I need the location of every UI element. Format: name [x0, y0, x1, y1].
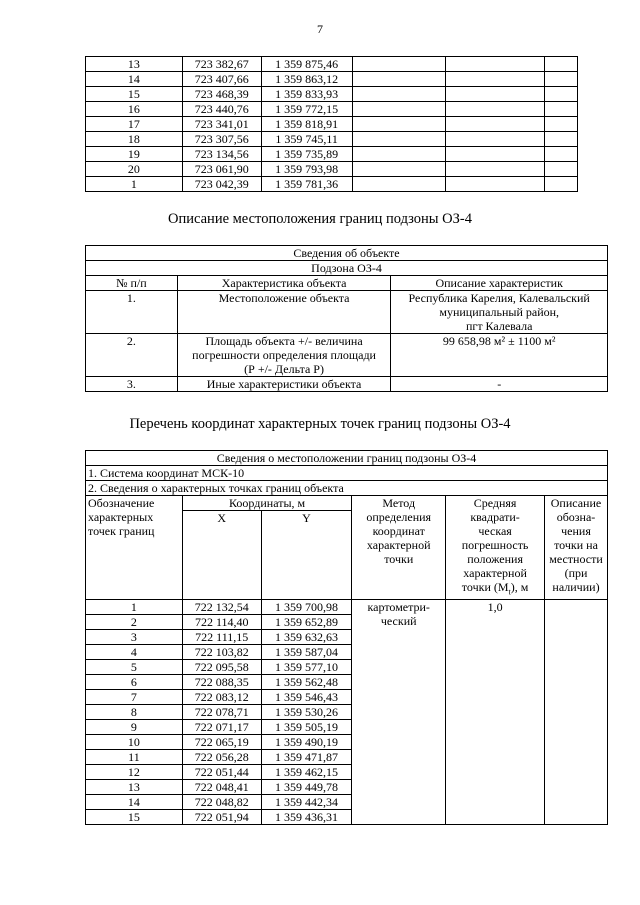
coord-x: 723 407,66 — [182, 72, 261, 87]
point-number: 13 — [86, 57, 183, 72]
header-error: Средняя квадрати- ческая погрешность положения характерной точки $(M_t)$, м — [446, 496, 545, 600]
empty-cell — [446, 147, 545, 162]
table-row — [86, 72, 578, 87]
table-row — [86, 102, 578, 117]
coord-x: 722 051,44 — [182, 765, 261, 780]
point-number: 11 — [86, 750, 183, 765]
point-number: 17 — [86, 117, 183, 132]
object-table-subtitle: Подзона ОЗ-4 — [86, 261, 608, 276]
empty-cell — [352, 132, 446, 147]
empty-cell — [352, 72, 446, 87]
coord-x: 723 134,56 — [182, 147, 261, 162]
points-header-row-1 — [86, 496, 608, 511]
coord-x: 722 132,54 — [182, 600, 261, 615]
coord-x: 723 307,56 — [182, 132, 261, 147]
empty-cell — [545, 177, 578, 192]
coord-x: 722 114,40 — [182, 615, 261, 630]
table-row — [86, 377, 608, 392]
object-header-row — [86, 276, 608, 291]
row-description: Республика Карелия, Калевальский муниципальный район, пгт Калевала — [391, 291, 608, 334]
object-subtitle-row — [86, 261, 608, 276]
header-coordinates: Координаты, м — [182, 496, 351, 511]
row-number: 2. — [86, 334, 178, 377]
coord-y: 1 359 546,43 — [261, 690, 352, 705]
coord-y: 1 359 587,04 — [261, 645, 352, 660]
points-title-row — [86, 451, 608, 466]
header-point-description: Описание обозна- чения точки на местности (при наличии) — [545, 496, 608, 600]
empty-cell — [446, 87, 545, 102]
row-number: 3. — [86, 377, 178, 392]
points-subtitle-row — [86, 481, 608, 496]
point-number: 2 — [86, 615, 183, 630]
page-number: 7 — [317, 22, 323, 36]
header-method: Метод определения координат характерной точки — [352, 496, 446, 600]
coord-y: 1 359 772,15 — [261, 102, 352, 117]
coord-x: 722 071,17 — [182, 720, 261, 735]
empty-cell — [446, 132, 545, 147]
point-number: 9 — [86, 720, 183, 735]
points-table-title: Сведения о местоположении границ подзоны ОЗ-4 — [86, 451, 608, 466]
coord-y: 1 359 490,19 — [261, 735, 352, 750]
table-row — [86, 291, 608, 334]
object-title-row — [86, 246, 608, 261]
points-subtitle: 2. Сведения о характерных точках границ объекта — [86, 481, 608, 496]
empty-cell — [446, 117, 545, 132]
row-characteristic: Местоположение объекта — [177, 291, 391, 334]
empty-cell — [446, 72, 545, 87]
point-number: 14 — [86, 795, 183, 810]
empty-cell — [352, 57, 446, 72]
header-y: Y — [261, 511, 352, 600]
point-number: 6 — [86, 675, 183, 690]
coord-x: 723 061,90 — [182, 162, 261, 177]
coord-y: 1 359 875,46 — [261, 57, 352, 72]
table-row — [86, 177, 578, 192]
point-number: 7 — [86, 690, 183, 705]
section2-heading: Перечень координат характерных точек границ подзоны ОЗ-4 — [129, 416, 511, 432]
coord-x: 722 048,82 — [182, 795, 261, 810]
point-number: 1 — [86, 177, 183, 192]
table-row — [86, 132, 578, 147]
object-rows — [86, 291, 608, 392]
point-number: 19 — [86, 147, 183, 162]
coord-y: 1 359 863,12 — [261, 72, 352, 87]
error-value: 1,0 — [446, 600, 545, 825]
point-number: 4 — [86, 645, 183, 660]
coord-system-row — [86, 466, 608, 481]
table-row — [86, 334, 608, 377]
empty-cell — [545, 87, 578, 102]
top-coordinates-body — [86, 57, 578, 192]
coord-x: 722 103,82 — [182, 645, 261, 660]
point-number: 16 — [86, 102, 183, 117]
coord-x: 723 042,39 — [182, 177, 261, 192]
row-characteristic: Иные характеристики объекта — [177, 377, 391, 392]
coord-y: 1 359 449,78 — [261, 780, 352, 795]
empty-cell — [352, 147, 446, 162]
header-description: Описание характеристик — [391, 276, 608, 291]
coord-x: 722 078,71 — [182, 705, 261, 720]
coord-y: 1 359 652,89 — [261, 615, 352, 630]
empty-cell — [446, 102, 545, 117]
table-row — [86, 57, 578, 72]
empty-cell — [545, 57, 578, 72]
coord-y: 1 359 781,36 — [261, 177, 352, 192]
empty-cell — [545, 162, 578, 177]
row-description: - — [391, 377, 608, 392]
header-x: X — [182, 511, 261, 600]
coord-y: 1 359 818,91 — [261, 117, 352, 132]
points-rows — [86, 600, 608, 825]
coord-x: 722 088,35 — [182, 675, 261, 690]
coord-x: 722 065,19 — [182, 735, 261, 750]
coord-y: 1 359 793,98 — [261, 162, 352, 177]
top-coordinates-table — [85, 56, 578, 192]
coord-y: 1 359 436,31 — [261, 810, 352, 825]
coord-x: 722 048,41 — [182, 780, 261, 795]
point-number: 15 — [86, 810, 183, 825]
header-designation: Обозначение характерных точек границ — [86, 496, 183, 600]
point-number: 8 — [86, 705, 183, 720]
coord-y: 1 359 735,89 — [261, 147, 352, 162]
coord-x: 722 111,15 — [182, 630, 261, 645]
coord-y: 1 359 745,11 — [261, 132, 352, 147]
coord-y: 1 359 471,87 — [261, 750, 352, 765]
empty-cell — [352, 162, 446, 177]
coord-y: 1 359 530,26 — [261, 705, 352, 720]
coord-x: 722 095,58 — [182, 660, 261, 675]
point-number: 15 — [86, 87, 183, 102]
row-number: 1. — [86, 291, 178, 334]
coord-y: 1 359 505,19 — [261, 720, 352, 735]
coord-y: 1 359 462,15 — [261, 765, 352, 780]
empty-cell — [545, 132, 578, 147]
point-number: 14 — [86, 72, 183, 87]
method-value: картометри- ческий — [352, 600, 446, 825]
table-row — [86, 147, 578, 162]
header-number: № п/п — [86, 276, 178, 291]
object-table-title: Сведения об объекте — [86, 246, 608, 261]
empty-cell — [352, 87, 446, 102]
boundary-points-table — [85, 450, 608, 825]
point-number: 10 — [86, 735, 183, 750]
coord-y: 1 359 577,10 — [261, 660, 352, 675]
coord-y: 1 359 632,63 — [261, 630, 352, 645]
table-row — [86, 117, 578, 132]
section1-heading: Описание местоположения границ подзоны ОЗ-4 — [168, 211, 472, 227]
row-description: 99 658,98 м² ± 1100 м² — [391, 334, 608, 377]
table-row — [86, 162, 578, 177]
point-number: 12 — [86, 765, 183, 780]
empty-cell — [446, 57, 545, 72]
table-row — [86, 600, 608, 615]
point-number: 13 — [86, 780, 183, 795]
coord-y: 1 359 562,48 — [261, 675, 352, 690]
coord-x: 722 051,94 — [182, 810, 261, 825]
empty-cell — [545, 147, 578, 162]
point-number: 20 — [86, 162, 183, 177]
object-info-table — [85, 245, 608, 392]
coord-x: 723 341,01 — [182, 117, 261, 132]
empty-cell — [545, 102, 578, 117]
coord-x: 723 440,76 — [182, 102, 261, 117]
empty-cell — [352, 102, 446, 117]
empty-cell — [352, 177, 446, 192]
point-number: 3 — [86, 630, 183, 645]
point-number: 5 — [86, 660, 183, 675]
empty-cell — [446, 162, 545, 177]
coord-y: 1 359 442,34 — [261, 795, 352, 810]
empty-cell — [545, 72, 578, 87]
point-number: 1 — [86, 600, 183, 615]
point-number: 18 — [86, 132, 183, 147]
coord-y: 1 359 833,93 — [261, 87, 352, 102]
table-row — [86, 87, 578, 102]
coord-x: 723 382,67 — [182, 57, 261, 72]
coord-x: 722 083,12 — [182, 690, 261, 705]
empty-cell — [352, 117, 446, 132]
coord-system: 1. Система координат МСК-10 — [86, 466, 608, 481]
coord-y: 1 359 700,98 — [261, 600, 352, 615]
empty-cell — [545, 117, 578, 132]
header-characteristic: Характеристика объекта — [177, 276, 391, 291]
point-description — [545, 600, 608, 825]
coord-x: 723 468,39 — [182, 87, 261, 102]
coord-x: 722 056,28 — [182, 750, 261, 765]
row-characteristic: Площадь объекта +/- величина погрешности определения площади (Р +/- Дельта Р) — [177, 334, 391, 377]
empty-cell — [446, 177, 545, 192]
